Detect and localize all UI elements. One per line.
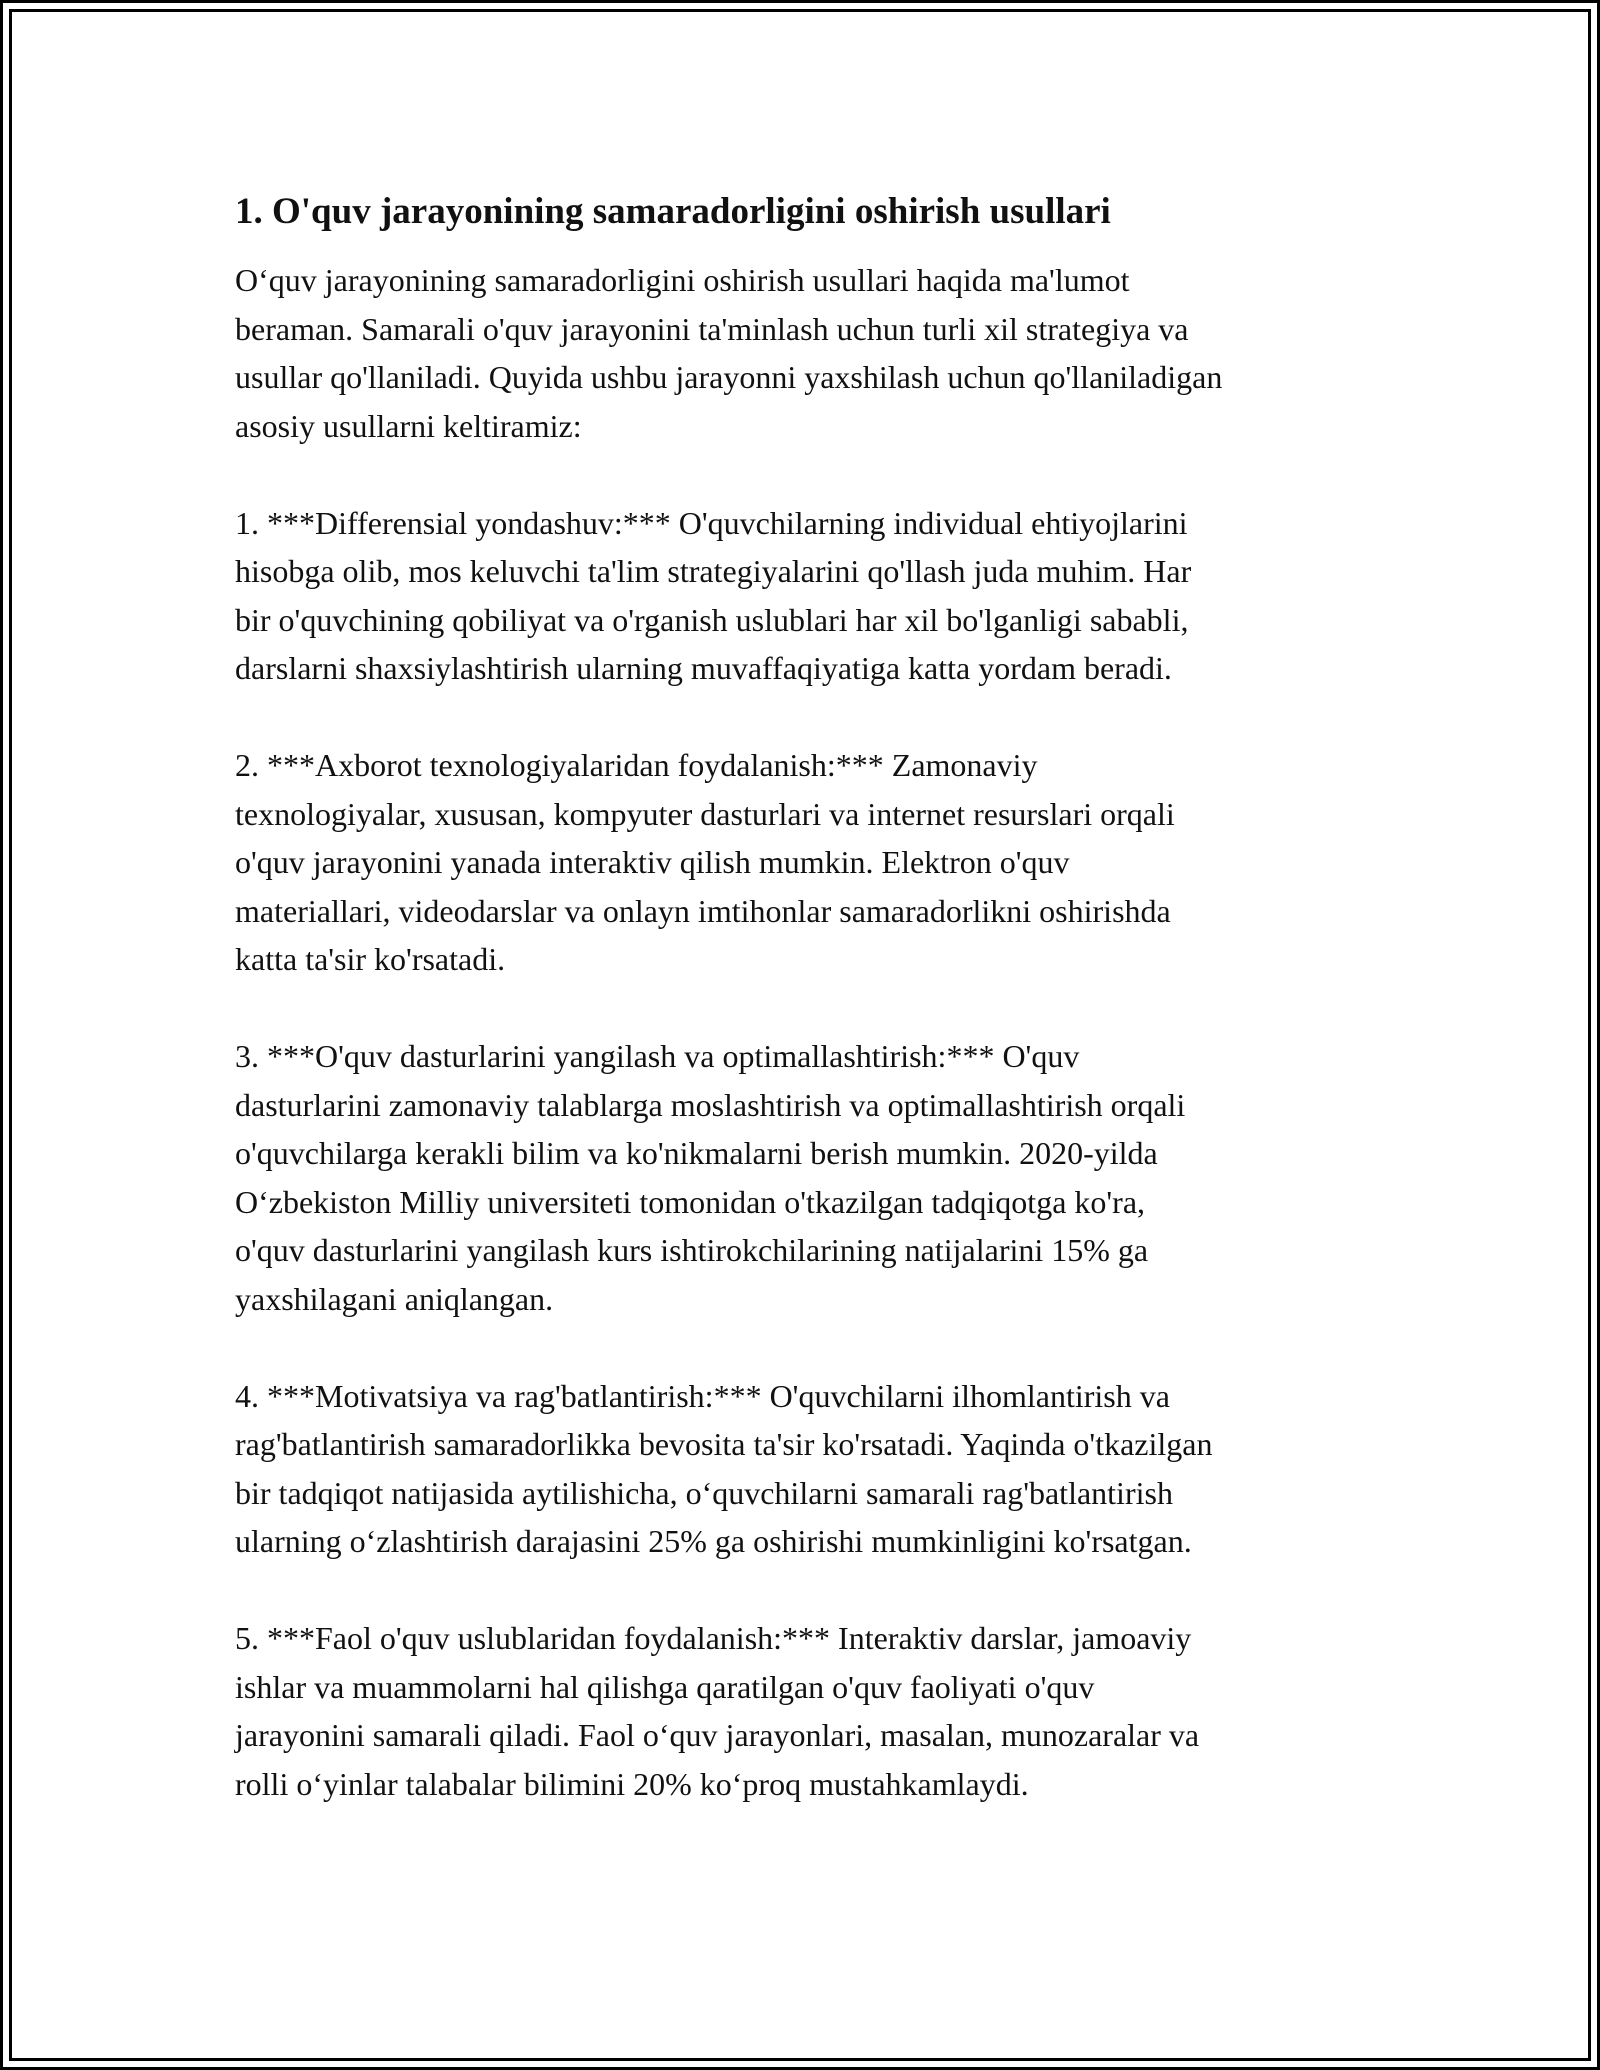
- list-item-motivatsiya: 4. ***Motivatsiya va rag'batlantirish:*** O'quvchilarni ilhomlantirish va rag'batlantirish samaradorlikka bevosita ta'sir ko'rsatadi. Yaqinda o'tkazilgan bir tadqiqot natijasida aytilishicha, o‘quvchilarni samarali rag'batlantirish ularning o‘zlashtirish darajasini 25% ga oshirishi mumkinligini ko'rsatgan.: [235, 1377, 1213, 1559]
- list-item-oquv-dasturlari: 3. ***O'quv dasturlarini yangilash va optimallashtirish:*** O'quv dasturlarini zamonaviy talablarga moslashtirish va optimallashtirish orqali o'quvchilarga kerakli bilim va ko'nikmalarni berish mumkin. 2020-yilda O‘zbekiston Milliy universiteti tomonidan o'tkazilgan tadqiqotga ko'ra, o'quv dasturlarini yangilash kurs ishtirokchilarining natijalarini 15% ga yaxshilagani aniqlangan.: [235, 1038, 1186, 1317]
- list-item-faol-oquv-uslublari: 5. ***Faol o'quv uslublaridan foydalanish:*** Interaktiv darslar, jamoaviy ishlar va muammolarni hal qilishga qaratilgan o'quv faoliyati o'quv jarayonini samarali qiladi. Faol o‘quv jarayonlari, masalan, munozaralar va rolli o‘yinlar talabalar bilimini 20% ko‘proq mustahkamlaydi.: [235, 1620, 1200, 1802]
- intro-paragraph: O‘quv jarayonining samaradorligini oshirish usullari haqida ma'lumot beraman. Samarali o'quv jarayonini ta'minlash uchun turli xil strategiya va usullar qo'llaniladi. Quyida ushbu jarayonni yaxshilash uchun qo'llaniladigan asosiy usullarni keltiramiz:: [235, 262, 1223, 444]
- document-title: 1. O'quv jarayonining samaradorligini oshirish usullari: [235, 191, 1111, 232]
- list-item-differensial-yondashuv: 1. ***Differensial yondashuv:*** O'quvchilarning individual ehtiyojlarini hisobga olib, mos keluvchi ta'lim strategiyalarini qo'llash juda muhim. Har bir o'quvchining qobiliyat va o'rganish uslublari har xil bo'lganligi sababli, darslarni shaxsiylashtirish ularning muvaffaqiyatiga katta yordam beradi.: [235, 504, 1192, 686]
- document-body: [235, 186, 1385, 1808]
- list-item-axborot-texnologiyalari: 2. ***Axborot texnologiyalaridan foydalanish:*** Zamonaviy texnologiyalar, xususan, kompyuter dasturlari va internet resurslari orqali o'quv jarayonini yanada interaktiv qilish mumkin. Elektron o'quv materiallari, videodarslar va onlayn imtihonlar samaradorlikni oshirishda katta ta'sir ko'rsatadi.: [235, 747, 1175, 977]
